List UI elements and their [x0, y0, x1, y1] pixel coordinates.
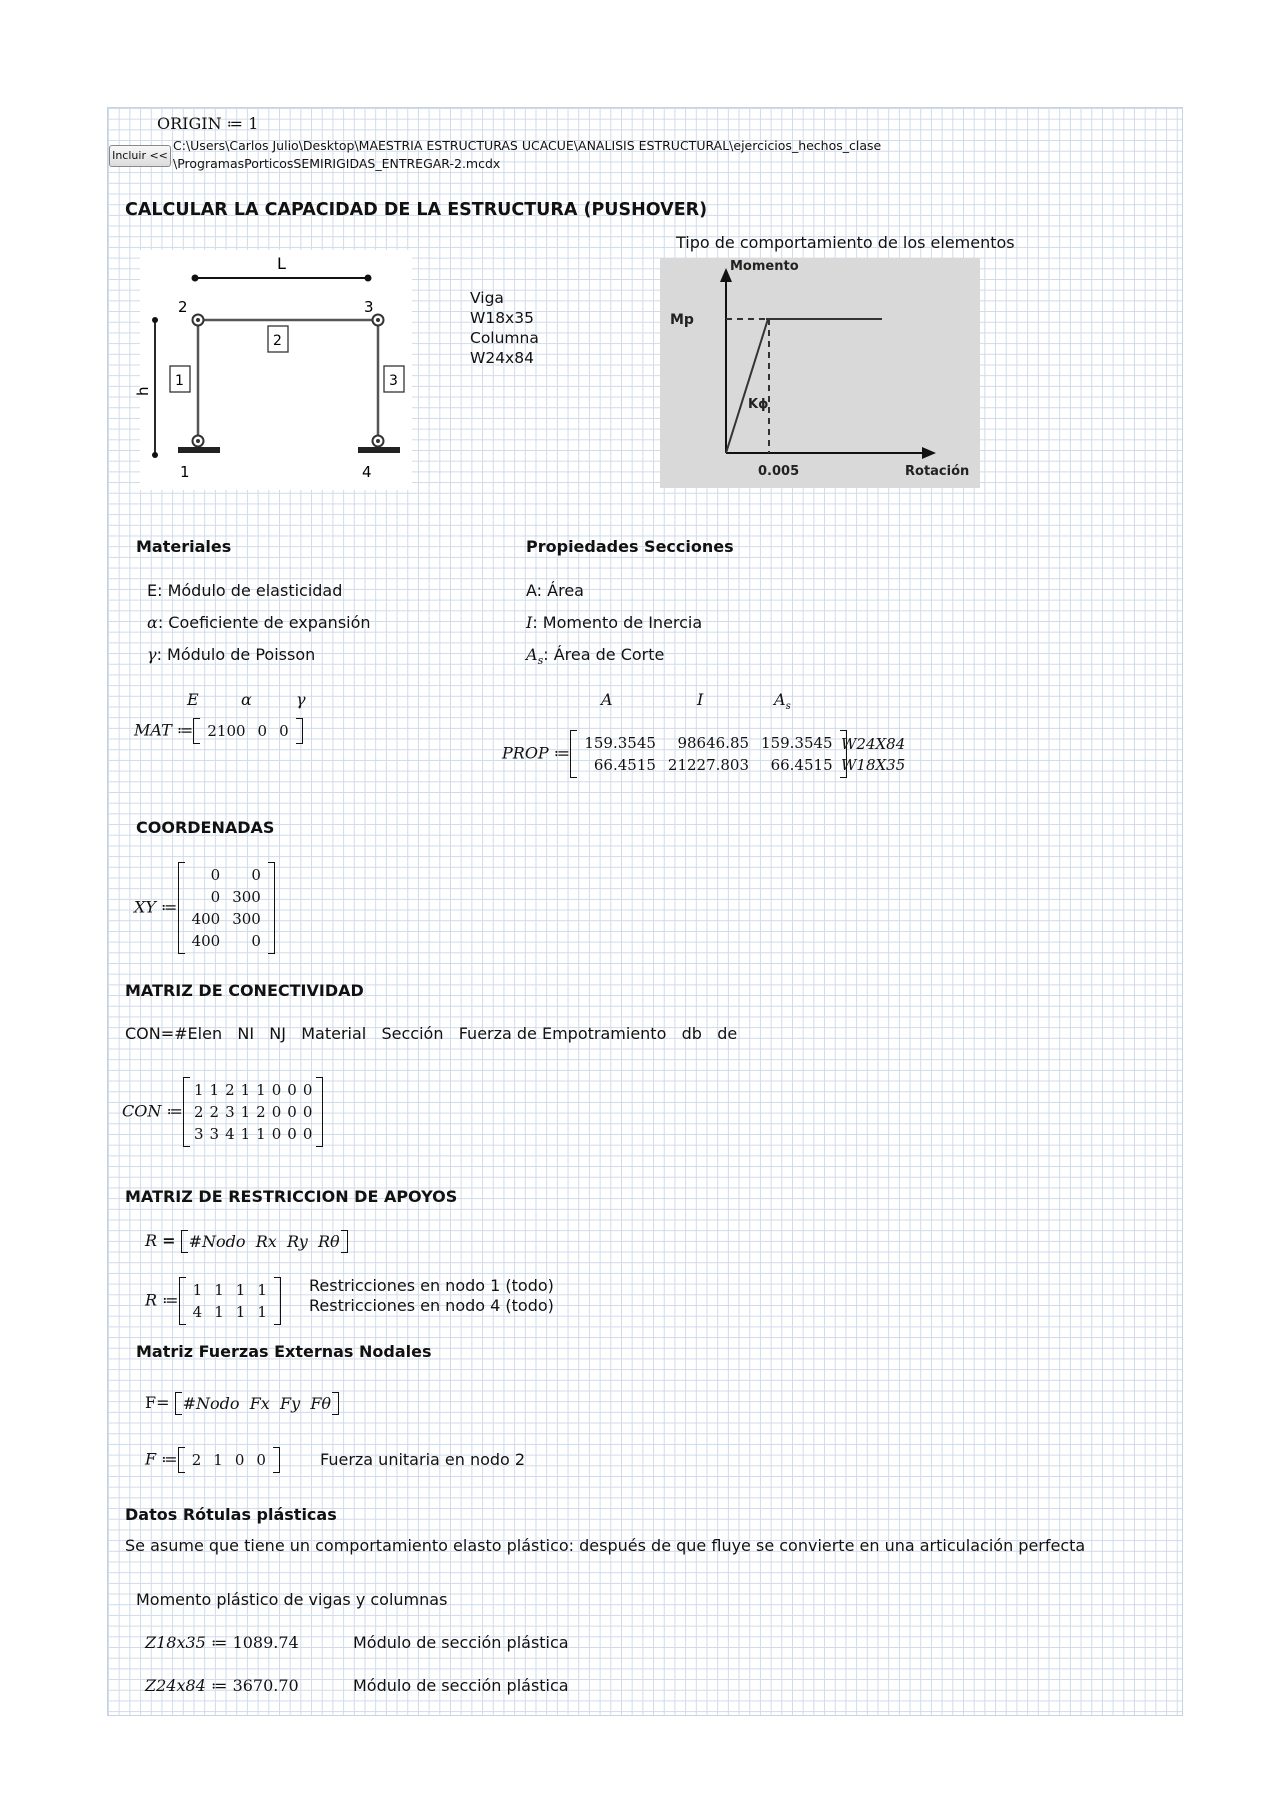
height-label: h	[134, 386, 152, 396]
property-item-inertia-label: : Momento de Inercia	[532, 613, 703, 632]
element-label-3: 3	[389, 373, 398, 389]
con-row	[191, 1101, 315, 1123]
span-label: L	[277, 254, 286, 273]
prop-cell: 98646.85	[677, 734, 750, 752]
mat-definition[interactable]: MAT ≔ 2100 0 0	[134, 718, 303, 744]
prop-col-header-as-sub: s	[785, 701, 791, 713]
f-cell: 1	[213, 1451, 223, 1469]
moment-rotation-diagram	[660, 258, 980, 488]
f-row	[186, 1449, 272, 1471]
con-cell: 1	[240, 1125, 251, 1143]
forces-def-term: Fθ	[310, 1394, 332, 1413]
xy-cell: 300	[232, 888, 261, 906]
properties-heading: Propiedades Secciones	[526, 537, 734, 556]
r-cell: 1	[257, 1303, 267, 1321]
r-cell: 1	[257, 1281, 267, 1299]
r-name: R	[145, 1290, 158, 1310]
supports-def-eq: =	[162, 1231, 176, 1250]
material-item-alpha	[147, 613, 371, 633]
z18x35-note: Módulo de sección plástica	[353, 1633, 569, 1652]
con-row	[191, 1079, 315, 1101]
r-cell: 1	[192, 1281, 203, 1299]
f-cell: 2	[191, 1451, 202, 1469]
behavior-figure	[660, 258, 980, 488]
con-cell: 0	[287, 1103, 297, 1121]
z18x35-value: 1089.74	[232, 1633, 299, 1652]
prop-cell: 21227.803	[667, 756, 750, 774]
x-axis-label: Rotación	[905, 464, 970, 479]
support-note-1: Restricciones en nodo 1 (todo)	[309, 1276, 554, 1295]
xy-matrix	[178, 862, 275, 954]
con-cell: 4	[225, 1125, 235, 1143]
mat-col-header-gamma: γ	[296, 690, 306, 709]
materials-heading: Materiales	[136, 537, 232, 556]
prop-col-header-as	[774, 690, 791, 712]
con-cell: 1	[256, 1081, 266, 1099]
property-item-shear-area	[526, 645, 664, 671]
material-item-e: E: Módulo de elasticidad	[147, 581, 343, 600]
mat-table	[201, 720, 294, 742]
xy-cell: 300	[232, 910, 261, 928]
forces-def-lhs: F=	[145, 1393, 170, 1412]
r-cell: 1	[214, 1281, 224, 1299]
con-cell: 1	[256, 1125, 266, 1143]
prop-definition[interactable]: PROP ≔ 159.3545 98646.85 159.3545 66.4515 21227.803 66.4515	[502, 730, 847, 778]
material-item-gamma-label: : Módulo de Poisson	[156, 645, 316, 664]
r-table	[187, 1279, 273, 1323]
r-cell: 4	[192, 1303, 203, 1321]
con-cell: 0	[302, 1103, 313, 1121]
r-cell: 1	[214, 1303, 224, 1321]
supports-def-term: Rx	[255, 1232, 277, 1251]
con-name: CON	[122, 1101, 162, 1121]
xy-row	[186, 908, 267, 930]
prop-row	[578, 732, 838, 754]
xy-definition[interactable]: XY ≔ 0 0 0 300 400 300 400 0	[134, 862, 275, 954]
stiffness-label: Kϕ	[748, 397, 769, 412]
sections-note	[470, 288, 539, 368]
con-cell: 0	[302, 1125, 313, 1143]
con-cell: 3	[209, 1125, 220, 1143]
r-matrix	[179, 1277, 281, 1325]
prop-cell: 159.3545	[584, 734, 656, 752]
node-label-3: 3	[364, 298, 374, 316]
node-label-4: 4	[362, 463, 372, 481]
prop-cell: 66.4515	[593, 756, 656, 774]
mat-col-header-alpha: α	[241, 690, 252, 709]
z24x84-note: Módulo de sección plástica	[353, 1676, 569, 1695]
prop-name: PROP	[502, 743, 549, 763]
prop-row	[578, 754, 838, 776]
behavior-caption: Tipo de comportamiento de los elementos	[676, 233, 1015, 252]
coordinates-heading: COORDENADAS	[136, 818, 275, 837]
forces-def-term: Fy	[280, 1394, 301, 1413]
prop-col-header-i: I	[697, 690, 704, 709]
xy-table	[186, 864, 267, 952]
mat-cell: 0	[279, 722, 289, 740]
property-item-area: A: Área	[526, 581, 584, 600]
xy-cell: 0	[210, 866, 221, 884]
r-cell: 1	[235, 1281, 246, 1299]
material-item-gamma	[147, 645, 315, 665]
mat-name: MAT	[134, 720, 172, 740]
hinges-heading: Datos Rótulas plásticas	[125, 1505, 337, 1524]
xy-cell: 400	[191, 910, 221, 928]
con-cell: 1	[193, 1081, 204, 1099]
connectivity-legend: CON=#Elen NI NJ Material Sección Fuerza de Empotramiento db de	[125, 1024, 738, 1043]
frame-diagram	[134, 250, 412, 490]
note-column-section: W24x84	[470, 349, 534, 367]
con-table	[191, 1079, 315, 1145]
element-label-1: 1	[175, 373, 184, 389]
con-matrix	[183, 1077, 323, 1147]
gamma-symbol: γ	[147, 645, 157, 664]
con-cell: 0	[271, 1103, 282, 1121]
material-item-alpha-label: : Coeficiente de expansión	[157, 613, 371, 632]
con-definition[interactable]: CON ≔ 1 1 2 1 1 0 0 0 2 2 3 1 2 0 0 0 3 3 4 1 1 0 0 0	[122, 1077, 323, 1147]
f-definition[interactable]: F ≔ 2 1 0 0	[145, 1447, 280, 1473]
supports-def-vector	[181, 1230, 348, 1253]
prop-cell: 159.3545	[761, 734, 833, 752]
z24x84-name: Z24x84	[145, 1676, 206, 1695]
forces-definition	[145, 1392, 339, 1415]
xy-row	[186, 930, 267, 952]
f-table	[186, 1449, 272, 1471]
r-row	[187, 1279, 273, 1301]
supports-definition	[145, 1230, 348, 1253]
con-cell: 3	[193, 1125, 204, 1143]
supports-heading: MATRIZ DE RESTRICCION DE APOYOS	[125, 1187, 458, 1206]
support-note-2: Restricciones en nodo 4 (todo)	[309, 1296, 554, 1315]
con-cell: 0	[287, 1125, 297, 1143]
prop-matrix	[570, 730, 846, 778]
con-cell: 2	[193, 1103, 204, 1121]
con-cell: 0	[271, 1081, 282, 1099]
supports-def-lhs: R	[145, 1231, 158, 1250]
page-title: CALCULAR LA CAPACIDAD DE LA ESTRUCTURA (PUSHOVER)	[125, 200, 708, 220]
r-definition[interactable]: R ≔ 1 1 1 1 4 1 1 1	[145, 1277, 281, 1325]
xy-cell: 400	[191, 932, 221, 950]
x-tick-label: 0.005	[758, 464, 800, 479]
prop-row-label: W24X84	[841, 735, 906, 753]
con-row	[191, 1123, 315, 1145]
alpha-symbol: α	[147, 613, 158, 632]
property-item-shear-area-label: : Área de Corte	[543, 645, 665, 664]
con-cell: 1	[240, 1103, 251, 1121]
supports-def-term: Rθ	[317, 1232, 340, 1251]
xy-name: XY	[134, 897, 156, 917]
include-path-line-2: \ProgramasPorticosSEMIRIGIDAS_ENTREGAR-2.mcdx	[173, 156, 501, 171]
xy-row	[186, 886, 267, 908]
include-path-line-1: C:\Users\Carlos Julio\Desktop\MAESTRIA ESTRUCTURAS UCACUE\ANALISIS ESTRUCTURAL\ejercicios_hechos_clase	[173, 138, 882, 153]
note-beam-section: W18x35	[470, 309, 534, 327]
xy-cell: 0	[251, 866, 261, 884]
prop-row-label: W18X35	[841, 756, 906, 774]
con-cell: 0	[271, 1125, 282, 1143]
forces-heading: Matriz Fuerzas Externas Nodales	[136, 1342, 432, 1361]
prop-table	[578, 732, 838, 776]
con-cell: 2	[256, 1103, 266, 1121]
con-cell: 0	[302, 1081, 313, 1099]
con-cell: 0	[287, 1081, 297, 1099]
z18x35-definition[interactable]: Z18x35 ≔ 1089.74	[145, 1633, 299, 1652]
note-column: Columna	[470, 329, 539, 347]
z24x84-value: 3670.70	[232, 1676, 299, 1695]
forces-def-term: #Nodo	[182, 1394, 240, 1413]
inertia-symbol: I	[526, 613, 533, 632]
xy-cell: 0	[210, 888, 221, 906]
forces-def-vector	[175, 1392, 339, 1415]
con-cell: 2	[209, 1103, 220, 1121]
supports-def-term: #Nodo	[188, 1232, 246, 1251]
shear-area-subscript: s	[537, 654, 544, 668]
f-cell: 0	[256, 1451, 266, 1469]
mat-col-header-e: E	[187, 690, 199, 709]
element-label-2: 2	[273, 333, 282, 349]
y-axis-label: Momento	[730, 259, 799, 274]
mat-cell: 2100	[207, 722, 246, 740]
prop-col-header-as-main: A	[774, 690, 786, 709]
mat-matrix	[193, 718, 302, 744]
z18x35-name: Z18x35	[145, 1633, 206, 1652]
r-row	[187, 1301, 273, 1323]
con-cell: 1	[240, 1081, 251, 1099]
con-cell: 1	[209, 1081, 220, 1099]
node-label-1: 1	[180, 463, 190, 481]
include-button[interactable]: Incluir <<	[109, 145, 171, 167]
r-cell: 1	[235, 1303, 246, 1321]
frame-figure	[134, 250, 412, 490]
force-note: Fuerza unitaria en nodo 2	[320, 1450, 526, 1469]
mp-label: Mp	[670, 312, 694, 328]
node-label-2: 2	[178, 298, 188, 316]
z24x84-definition[interactable]: Z24x84 ≔ 3670.70	[145, 1676, 299, 1695]
xy-cell: 0	[251, 932, 261, 950]
origin-definition[interactable]: ORIGIN ≔ 1	[157, 114, 259, 133]
hinges-description: Se asume que tiene un comportamiento elasto plástico: después de que fluye se convierte en una articulación perfecta	[125, 1536, 1086, 1555]
f-matrix	[178, 1447, 280, 1473]
f-name: F	[145, 1449, 157, 1469]
mat-cell: 0	[257, 722, 268, 740]
hinges-subheading: Momento plástico de vigas y columnas	[136, 1590, 448, 1609]
note-beam: Viga	[470, 289, 504, 307]
con-cell: 2	[225, 1081, 235, 1099]
connectivity-heading: MATRIZ DE CONECTIVIDAD	[125, 981, 364, 1000]
property-item-inertia	[526, 613, 702, 633]
con-cell: 3	[225, 1103, 235, 1121]
supports-def-term: Ry	[286, 1232, 308, 1251]
forces-def-term: Fx	[249, 1394, 270, 1413]
prop-row-labels	[841, 734, 905, 776]
prop-col-header-a: A	[601, 690, 613, 709]
shear-area-symbol: A	[526, 645, 538, 664]
prop-cell: 66.4515	[770, 756, 833, 774]
xy-row	[186, 864, 267, 886]
f-cell: 0	[234, 1451, 245, 1469]
